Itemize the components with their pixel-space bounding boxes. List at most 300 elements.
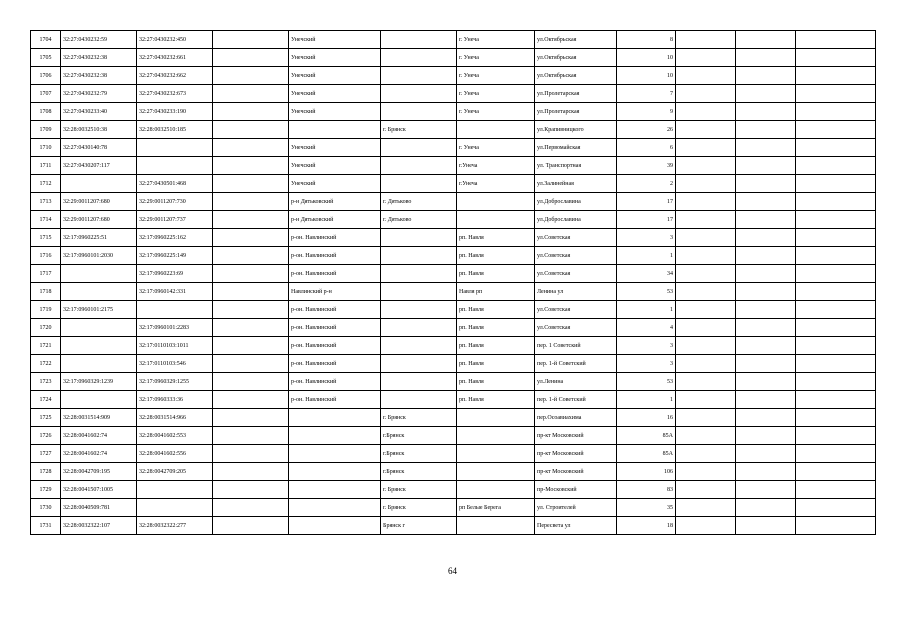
cadastral-old-cell: 32:27:0430232:38 [61,49,137,67]
empty-cell [213,517,289,535]
district-cell: Унечский [289,139,381,157]
empty-cell [736,247,796,265]
empty-cell [213,139,289,157]
street-cell: пер. 1-й Советский [535,355,617,373]
empty-cell [736,481,796,499]
empty-cell [736,229,796,247]
empty-cell [676,49,736,67]
empty-cell [796,193,876,211]
empty-cell [676,391,736,409]
empty-cell [676,211,736,229]
street-cell: пр-кт Московский [535,427,617,445]
city-cell [381,391,457,409]
row-number-cell: 1711 [31,157,61,175]
empty-cell [796,265,876,283]
empty-cell [676,337,736,355]
empty-cell [796,157,876,175]
empty-cell [676,193,736,211]
city-cell: г. Дятьково [381,193,457,211]
city-cell [381,85,457,103]
cadastral-old-cell: 32:27:0430140:78 [61,139,137,157]
locality-cell [457,211,535,229]
cadastral-new-cell: 32:28:0041602:553 [137,427,213,445]
district-cell: Унечский [289,49,381,67]
cadastral-old-cell: 32:29:0011207:680 [61,193,137,211]
empty-cell [213,211,289,229]
street-cell: ул.Пролетарская [535,103,617,121]
cadastral-old-cell: 32:17:0960225:51 [61,229,137,247]
empty-cell [736,373,796,391]
district-cell [289,481,381,499]
row-number-cell: 1720 [31,319,61,337]
district-cell: р-н Дятьковский [289,193,381,211]
house-cell: 10 [617,49,676,67]
registry-table [30,30,876,535]
row-number-cell: 1716 [31,247,61,265]
house-cell: 18 [617,517,676,535]
cadastral-new-cell: 32:17:0960223:69 [137,265,213,283]
street-cell: ул.Октябрьская [535,67,617,85]
street-cell: пер. 1 Советский [535,337,617,355]
empty-cell [676,355,736,373]
empty-cell [796,175,876,193]
locality-cell: г. Унеча [457,31,535,49]
cadastral-new-cell: 32:17:0960329:1255 [137,373,213,391]
table-row [31,157,876,175]
cadastral-old-cell [61,355,137,373]
street-cell: ул.Залинейная [535,175,617,193]
locality-cell: г. Унеча [457,67,535,85]
empty-cell [796,85,876,103]
street-cell: пр-кт Московский [535,463,617,481]
empty-cell [736,175,796,193]
row-number-cell: 1721 [31,337,61,355]
empty-cell [676,319,736,337]
district-cell [289,517,381,535]
locality-cell [457,445,535,463]
street-cell: пр-кт Московский [535,445,617,463]
city-cell: г.Брянск [381,463,457,481]
city-cell [381,139,457,157]
empty-cell [736,193,796,211]
empty-cell [213,355,289,373]
empty-cell [736,499,796,517]
locality-cell: г.Унеча [457,157,535,175]
empty-cell [736,517,796,535]
city-cell [381,283,457,301]
row-number-cell: 1710 [31,139,61,157]
empty-cell [796,445,876,463]
street-cell: ул.Советская [535,247,617,265]
house-cell: 16 [617,409,676,427]
cadastral-new-cell: 32:27:0430232:673 [137,85,213,103]
locality-cell: г. Унеча [457,103,535,121]
empty-cell [676,139,736,157]
empty-cell [213,247,289,265]
row-number-cell: 1708 [31,103,61,121]
district-cell: Унечский [289,31,381,49]
house-cell: 39 [617,157,676,175]
empty-cell [213,283,289,301]
city-cell: г. Брянск [381,499,457,517]
row-number-cell: 1728 [31,463,61,481]
cadastral-old-cell [61,283,137,301]
house-cell: 3 [617,355,676,373]
row-number-cell: 1722 [31,355,61,373]
house-cell: 6 [617,139,676,157]
house-cell: 53 [617,283,676,301]
empty-cell [213,463,289,481]
empty-cell [676,157,736,175]
empty-cell [676,121,736,139]
empty-cell [736,103,796,121]
city-cell [381,175,457,193]
house-cell: 9 [617,103,676,121]
page-number: 64 [448,566,457,576]
house-cell: 10 [617,67,676,85]
table-row [31,481,876,499]
table-row [31,355,876,373]
district-cell: Навлинский р-н [289,283,381,301]
city-cell [381,319,457,337]
cadastral-new-cell [137,499,213,517]
row-number-cell: 1707 [31,85,61,103]
cadastral-new-cell: 32:27:0430232:450 [137,31,213,49]
street-cell: ул. Транспортная [535,157,617,175]
empty-cell [213,301,289,319]
cadastral-old-cell: 32:27:0430232:79 [61,85,137,103]
city-cell [381,301,457,319]
row-number-cell: 1719 [31,301,61,319]
street-cell: пр-Московский [535,481,617,499]
table-row [31,265,876,283]
empty-cell [676,373,736,391]
district-cell [289,121,381,139]
city-cell [381,157,457,175]
row-number-cell: 1704 [31,31,61,49]
empty-cell [676,265,736,283]
district-cell [289,445,381,463]
empty-cell [796,139,876,157]
city-cell: г. Брянск [381,121,457,139]
empty-cell [796,247,876,265]
house-cell: 3 [617,229,676,247]
row-number-cell: 1723 [31,373,61,391]
locality-cell: рп. Навля [457,391,535,409]
empty-cell [676,463,736,481]
street-cell: ул.Советская [535,229,617,247]
locality-cell: рп. Навля [457,337,535,355]
empty-cell [736,139,796,157]
district-cell: р-он. Навлинский [289,319,381,337]
house-cell: 85А [617,427,676,445]
table-row [31,499,876,517]
empty-cell [213,427,289,445]
locality-cell: рп. Навля [457,265,535,283]
empty-cell [213,265,289,283]
house-cell: 1 [617,247,676,265]
empty-cell [213,49,289,67]
table-row [31,211,876,229]
empty-cell [736,283,796,301]
row-number-cell: 1729 [31,481,61,499]
cadastral-new-cell: 32:28:0032510:185 [137,121,213,139]
cadastral-old-cell: 32:17:0960101:2175 [61,301,137,319]
locality-cell: г. Унеча [457,49,535,67]
empty-cell [676,517,736,535]
empty-cell [796,355,876,373]
row-number-cell: 1718 [31,283,61,301]
cadastral-old-cell: 32:17:0960329:1239 [61,373,137,391]
row-number-cell: 1709 [31,121,61,139]
district-cell: Унечский [289,175,381,193]
empty-cell [736,463,796,481]
empty-cell [736,121,796,139]
empty-cell [213,157,289,175]
cadastral-new-cell: 32:17:0960142:331 [137,283,213,301]
empty-cell [796,409,876,427]
locality-cell: г. Унеча [457,85,535,103]
cadastral-old-cell: 32:28:0041602:74 [61,427,137,445]
cadastral-new-cell: 32:17:0960333:36 [137,391,213,409]
locality-cell: рп. Навля [457,355,535,373]
district-cell [289,499,381,517]
cadastral-new-cell: 32:17:0960225:149 [137,247,213,265]
city-cell: г.Брянск [381,445,457,463]
empty-cell [676,499,736,517]
empty-cell [213,481,289,499]
district-cell: Унечский [289,103,381,121]
empty-cell [676,229,736,247]
city-cell [381,67,457,85]
empty-cell [676,427,736,445]
table-row [31,409,876,427]
empty-cell [796,103,876,121]
empty-cell [736,49,796,67]
table-row [31,85,876,103]
empty-cell [796,121,876,139]
street-cell: ул.Октябрьская [535,31,617,49]
empty-cell [676,445,736,463]
cadastral-new-cell: 32:28:0041602:556 [137,445,213,463]
empty-cell [796,49,876,67]
city-cell: г. Брянск [381,481,457,499]
house-cell: 1 [617,391,676,409]
empty-cell [213,31,289,49]
city-cell: г. Брянск [381,409,457,427]
empty-cell [796,337,876,355]
row-number-cell: 1712 [31,175,61,193]
empty-cell [676,67,736,85]
empty-cell [736,157,796,175]
row-number-cell: 1724 [31,391,61,409]
house-cell: 53 [617,373,676,391]
cadastral-new-cell: 32:27:0430501:468 [137,175,213,193]
locality-cell [457,121,535,139]
table-row [31,445,876,463]
district-cell: Унечский [289,67,381,85]
empty-cell [213,373,289,391]
table-row [31,283,876,301]
cadastral-new-cell [137,481,213,499]
city-cell [381,49,457,67]
table-row [31,31,876,49]
house-cell: 34 [617,265,676,283]
empty-cell [736,445,796,463]
empty-cell [796,31,876,49]
cadastral-old-cell: 32:17:0960101:2030 [61,247,137,265]
table-row [31,301,876,319]
city-cell: Брянск г [381,517,457,535]
empty-cell [676,481,736,499]
city-cell [381,247,457,265]
empty-cell [796,391,876,409]
empty-cell [736,211,796,229]
empty-cell [796,319,876,337]
cadastral-new-cell [137,301,213,319]
cadastral-old-cell: 32:27:0430207:117 [61,157,137,175]
locality-cell: рп. Навля [457,301,535,319]
empty-cell [213,445,289,463]
street-cell: ул.Ленина [535,373,617,391]
street-cell: ул.Октябрьская [535,49,617,67]
empty-cell [676,31,736,49]
table-row [31,103,876,121]
house-cell: 4 [617,319,676,337]
locality-cell: рп. Навля [457,319,535,337]
cadastral-old-cell: 32:27:0430233:40 [61,103,137,121]
empty-cell [676,301,736,319]
house-cell: 17 [617,211,676,229]
cadastral-old-cell [61,337,137,355]
cadastral-old-cell: 32:29:0011207:680 [61,211,137,229]
empty-cell [213,67,289,85]
row-number-cell: 1713 [31,193,61,211]
cadastral-new-cell [137,157,213,175]
empty-cell [213,193,289,211]
house-cell: 1 [617,301,676,319]
district-cell: р-н Дятьковский [289,211,381,229]
cadastral-new-cell: 32:29:0011207:730 [137,193,213,211]
locality-cell [457,409,535,427]
empty-cell [796,211,876,229]
district-cell: р-он. Навлинский [289,373,381,391]
empty-cell [736,67,796,85]
city-cell [381,229,457,247]
street-cell: ул.Доброславина [535,193,617,211]
locality-cell [457,463,535,481]
house-cell: 106 [617,463,676,481]
row-number-cell: 1730 [31,499,61,517]
cadastral-old-cell: 32:28:0031514:909 [61,409,137,427]
locality-cell [457,193,535,211]
empty-cell [736,85,796,103]
street-cell: ул.Советская [535,301,617,319]
cadastral-old-cell [61,265,137,283]
empty-cell [676,409,736,427]
empty-cell [676,175,736,193]
empty-cell [736,391,796,409]
cadastral-new-cell: 32:17:0960101:2283 [137,319,213,337]
cadastral-new-cell: 32:27:0430232:662 [137,67,213,85]
locality-cell [457,481,535,499]
cadastral-old-cell [61,319,137,337]
empty-cell [213,85,289,103]
empty-cell [213,175,289,193]
cadastral-old-cell: 32:28:0040509:781 [61,499,137,517]
cadastral-new-cell: 32:29:0011207:737 [137,211,213,229]
table-row [31,67,876,85]
table-row [31,427,876,445]
table-row [31,229,876,247]
cadastral-new-cell: 32:28:0031514:966 [137,409,213,427]
district-cell: р-он. Навлинский [289,355,381,373]
street-cell: ул.Советская [535,265,617,283]
district-cell: р-он. Навлинский [289,229,381,247]
street-cell: ул.Доброславина [535,211,617,229]
empty-cell [796,481,876,499]
locality-cell: рп. Навля [457,247,535,265]
house-cell: 85А [617,445,676,463]
row-number-cell: 1705 [31,49,61,67]
city-cell: г.Брянск [381,427,457,445]
empty-cell [736,427,796,445]
cadastral-new-cell [137,139,213,157]
empty-cell [736,319,796,337]
house-cell: 17 [617,193,676,211]
house-cell: 83 [617,481,676,499]
row-number-cell: 1715 [31,229,61,247]
empty-cell [736,409,796,427]
empty-cell [213,121,289,139]
empty-cell [736,265,796,283]
table-row [31,391,876,409]
house-cell: 35 [617,499,676,517]
empty-cell [796,301,876,319]
empty-cell [213,103,289,121]
empty-cell [213,319,289,337]
row-number-cell: 1714 [31,211,61,229]
empty-cell [796,67,876,85]
district-cell: р-он. Навлинский [289,391,381,409]
street-cell: Пересвета ул [535,517,617,535]
table-row [31,49,876,67]
empty-cell [796,499,876,517]
cadastral-old-cell [61,175,137,193]
cadastral-old-cell: 32:28:0032510:38 [61,121,137,139]
empty-cell [213,499,289,517]
cadastral-new-cell: 32:27:0430233:190 [137,103,213,121]
cadastral-old-cell: 32:28:0041602:74 [61,445,137,463]
street-cell: ул.Крапивницкого [535,121,617,139]
district-cell [289,409,381,427]
street-cell: пер. 1-й Советский [535,391,617,409]
district-cell: р-он. Навлинский [289,337,381,355]
cadastral-new-cell: 32:17:0960225:162 [137,229,213,247]
table-row [31,193,876,211]
cadastral-new-cell: 32:28:0042709:205 [137,463,213,481]
table-row [31,121,876,139]
row-number-cell: 1727 [31,445,61,463]
street-cell: ул.Первомайская [535,139,617,157]
locality-cell: г.Унеча [457,175,535,193]
cadastral-old-cell: 32:27:0430232:59 [61,31,137,49]
empty-cell [213,229,289,247]
district-cell [289,463,381,481]
table-row [31,337,876,355]
locality-cell: Навля рп [457,283,535,301]
empty-cell [213,409,289,427]
